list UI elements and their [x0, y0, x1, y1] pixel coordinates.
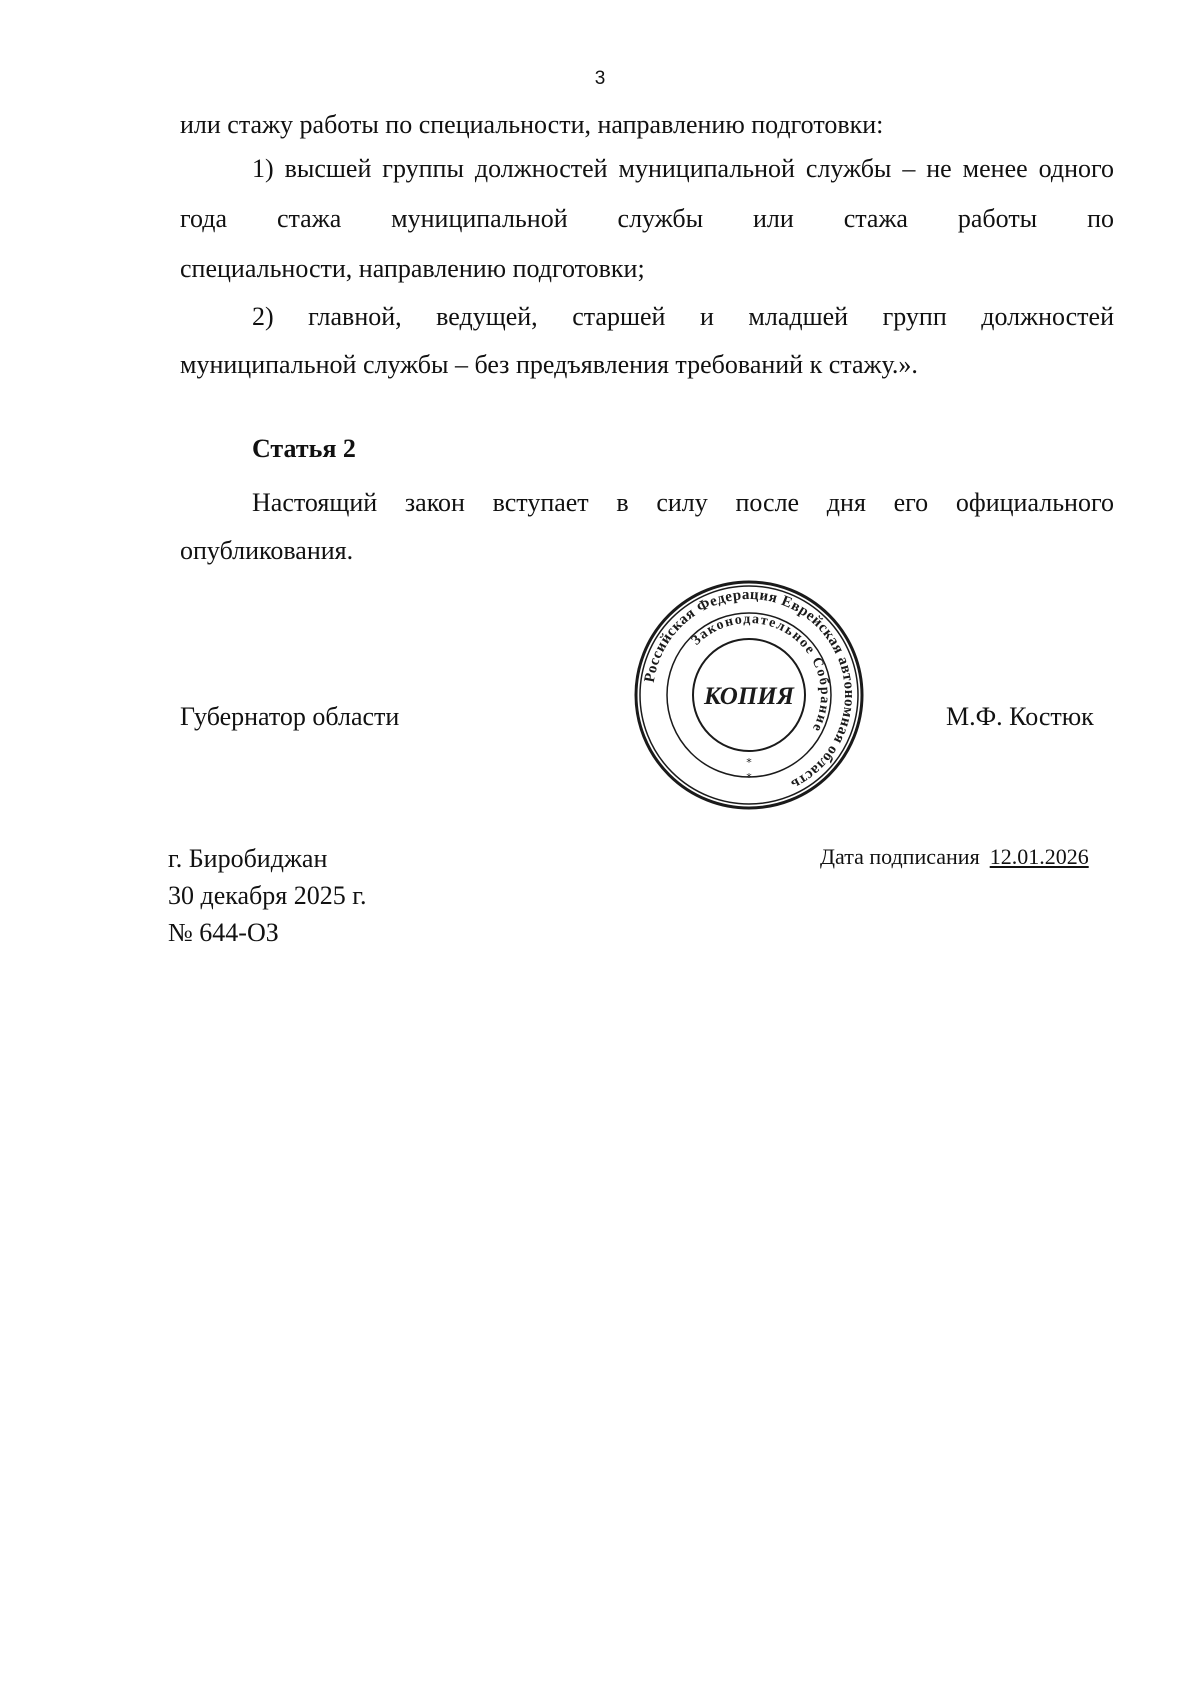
paragraph-item-1-text: 1) высшей группы должностей муниципальной службы – не менее одного года стажа муниципальной службы или стажа работы по: [180, 154, 1114, 233]
article-2-text: Настоящий закон вступает в силу после дня его официального: [252, 488, 1114, 517]
signatory-position: Губернатор области: [180, 702, 400, 731]
law-date: 30 декабря 2025 г.: [168, 881, 367, 910]
article-heading: Статья 2: [252, 434, 356, 463]
signing-date-value: 12.01.2026: [989, 844, 1089, 869]
page-number: 3: [594, 68, 606, 89]
paragraph-item-2-end: муниципальной службы – без предъявления требований к стажу.».: [180, 350, 918, 379]
stamp-star-2: *: [746, 771, 752, 784]
signatory-name: М.Ф. Костюк: [946, 702, 1094, 731]
city: г. Биробиджан: [168, 844, 328, 873]
paragraph-item-1-end: специальности, направлению подготовки;: [180, 254, 645, 283]
stamp-outer-text: Российская Федерация Еврейская автономная область: [641, 586, 858, 793]
stamp-inner-text: Законодательное Собрание: [688, 611, 833, 735]
paragraph-item-1: [180, 144, 1114, 244]
paragraph-item-2: 2) главной, ведущей, старшей и младшей групп должностей: [252, 302, 1114, 331]
law-number: № 644-ОЗ: [168, 918, 279, 947]
official-stamp: [632, 578, 866, 812]
article-2-text-end: опубликования.: [180, 536, 354, 565]
stamp-center-text: КОПИЯ: [704, 683, 794, 710]
signing-date-label: Дата подписания: [820, 844, 980, 869]
signing-date: [820, 844, 1089, 870]
place-date-number-block: [168, 840, 366, 951]
paragraph-continuation: или стажу работы по специальности, направлению подготовки:: [180, 110, 884, 139]
stamp-star-1: *: [746, 756, 752, 769]
